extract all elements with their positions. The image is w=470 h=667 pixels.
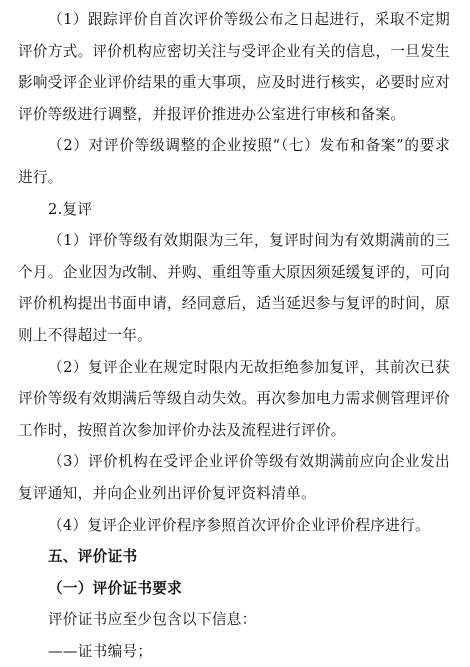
list-item-certificate-number: ——证书编号；	[48, 642, 153, 660]
paragraph-adjustment-filing: （2）对评价等级调整的企业按照“（七）发布和备案”的要求进行。	[18, 137, 450, 186]
paragraph-tracking-evaluation: （1）跟踪评价自首次评价等级公布之日起进行，采取不定期评价方式。评价机构应密切关注与受评企业有关的信息，一旦发生影响受评企业评价结果的重大事项，应及时进行核实，必要时应对评价等级进行调整，并报评价推进办公室进行审核和备案。	[18, 11, 450, 123]
subheading-re-evaluation: 2.复评	[48, 200, 93, 218]
paragraph-re-evaluation-notice: （3）评价机构在受评企业评价等级有效期满前应向企业发出复评通知，并向企业列出评价复评资料清单。	[18, 453, 450, 502]
paragraph-validity-period: （1）评价等级有效期限为三年，复评时间为有效期满前的三个月。企业因为改制、并购、重组等重大原因须延缓复评的，可向评价机构提出书面申请，经同意后，适当延迟参与复评的时间，原则上不得超过一年。	[18, 232, 450, 344]
subsection-heading-certificate-requirements: （一）评价证书要求	[48, 579, 183, 597]
paragraph-certificate-info: 评价证书应至少包含以下信息：	[48, 611, 257, 629]
paragraph-refusal-expiry: （2）复评企业在规定时限内无故拒绝参加复评，其前次已获评价等级有效期满后等级自动失效。再次参加电力需求侧管理评价工作时，按照首次参加评价办法及流程进行评价。	[18, 358, 450, 439]
section-heading-certificate: 五、评价证书	[48, 548, 138, 566]
paragraph-re-evaluation-procedure: （4）复评企业评价程序参照首次评价企业评价程序进行。	[48, 516, 430, 534]
